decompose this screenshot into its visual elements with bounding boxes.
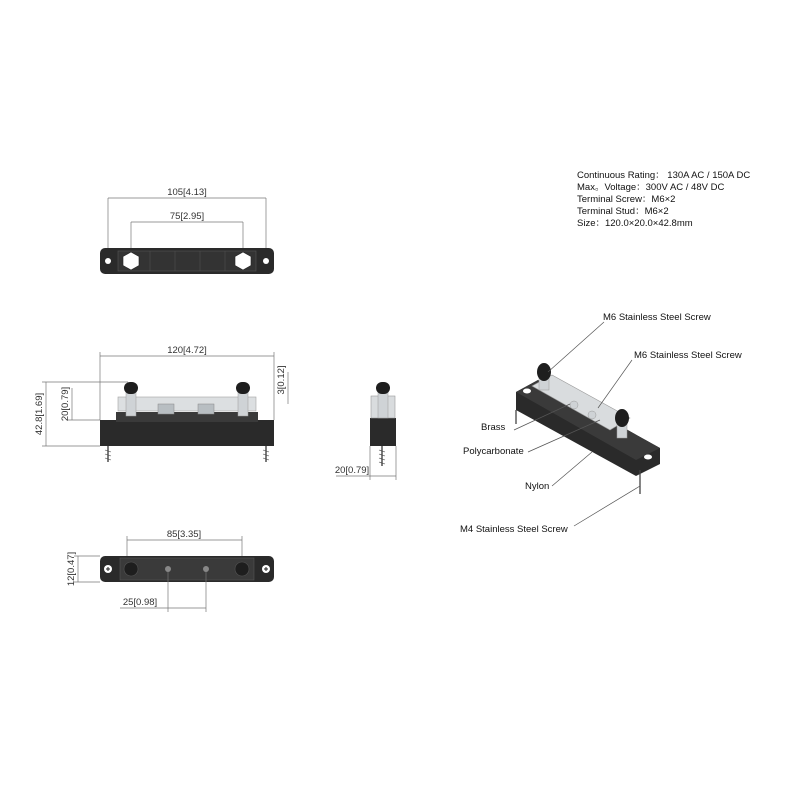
leader-m4 (574, 486, 640, 526)
dim-label-top-studs: 75[2.95] (169, 211, 205, 222)
leader-nylon (552, 452, 592, 486)
stud-cap-right-icon (236, 382, 250, 394)
busbar-body-front (100, 420, 274, 446)
dim-label-front-base: 20[0.79] (60, 386, 71, 422)
callout-m6-screw-a: M6 Stainless Steel Screw (603, 312, 711, 323)
side-view (335, 382, 396, 480)
dim-label-bottom-spacing: 25[0.98] (122, 597, 158, 608)
dim-label-front-length: 120[4.72] (167, 345, 207, 356)
stud-cap-iso-right-icon (615, 409, 629, 427)
callout-nylon: Nylon (525, 481, 550, 492)
spec-max-voltage: Max。Voltage：300V AC / 48V DC (577, 182, 725, 193)
stud-cap-bottom-right-icon (235, 562, 249, 576)
stud-cap-iso-left-icon (537, 363, 551, 381)
stud-cap-left-icon (124, 382, 138, 394)
dim-label-bottom-height: 12[0.47] (66, 551, 77, 587)
dim-label-front-cap: 3[0.12] (276, 365, 287, 395)
busbar-body-side (370, 418, 396, 446)
callout-brass: Brass (481, 422, 506, 433)
front-view (34, 345, 288, 462)
stud-cap-bottom-left-icon (124, 562, 138, 576)
callout-m6-screw-b: M6 Stainless Steel Screw (634, 350, 742, 361)
mount-hole-left-icon (105, 258, 111, 264)
dim-label-top-overall: 105[4.13] (167, 187, 207, 198)
spec-terminal-screw: Terminal Screw：M6×2 (577, 194, 676, 205)
isometric-view (460, 312, 742, 535)
spec-size: Size：120.0×20.0×42.8mm (577, 218, 693, 229)
leader-m6-b (598, 360, 632, 408)
leader-m6-a (548, 322, 604, 372)
spec-continuous-rating: Continuous Rating： 130A AC / 150A DC (577, 170, 751, 181)
polycarbonate-cover-front (118, 397, 256, 411)
mount-hole-right-icon (263, 258, 269, 264)
callout-m4-screw: M4 Stainless Steel Screw (460, 524, 568, 535)
dim-label-bottom-pitch: 85[3.35] (166, 529, 202, 540)
dim-label-front-height: 42.8[1.69] (34, 392, 45, 436)
spec-terminal-stud: Terminal Stud：M6×2 (577, 206, 669, 217)
dim-label-side-width: 20[0.79] (334, 465, 370, 476)
spec-block (577, 170, 750, 229)
stud-cap-side-icon (376, 382, 390, 394)
top-view (100, 187, 274, 274)
bottom-view (66, 529, 274, 612)
callout-polycarbonate: Polycarbonate (463, 446, 524, 457)
